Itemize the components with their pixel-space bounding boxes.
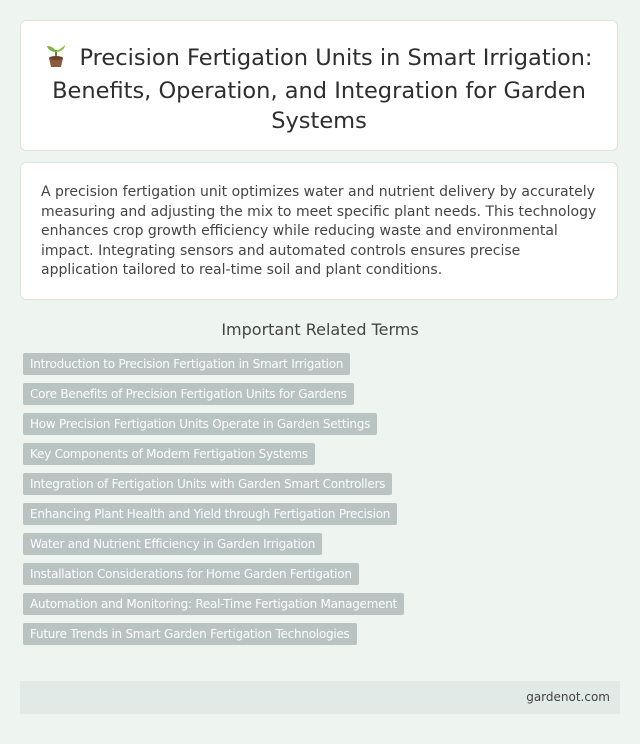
related-term-tag[interactable]: Introduction to Precision Fertigation in Smart Irrigation xyxy=(23,353,350,375)
related-terms-heading: Important Related Terms xyxy=(221,320,419,339)
related-term-tag[interactable]: How Precision Fertigation Units Operate in Garden Settings xyxy=(23,413,377,435)
summary-card xyxy=(20,162,618,300)
seedling-icon xyxy=(45,44,67,76)
title-card xyxy=(20,20,618,151)
related-term-tag[interactable]: Integration of Fertigation Units with Garden Smart Controllers xyxy=(23,473,392,495)
related-term-tag[interactable]: Key Components of Modern Fertigation Systems xyxy=(23,443,315,465)
footer-site-link[interactable]: gardenot.com xyxy=(526,690,610,704)
related-term-tag[interactable]: Future Trends in Smart Garden Fertigation Technologies xyxy=(23,623,357,645)
related-term-tag[interactable]: Automation and Monitoring: Real-Time Fertigation Management xyxy=(23,593,404,615)
page-title-text: Precision Fertigation Units in Smart Irrigation: Benefits, Operation, and Integration for Garden Systems xyxy=(52,45,593,134)
summary-text: A precision fertigation unit optimizes water and nutrient delivery by accurately measuring and adjusting the mix to meet specific plant needs. This technology enhances crop growth efficiency while reducing waste and environmental impact. Integrating sensors and automated controls ensures precise application tailored to real-time soil and plant conditions. xyxy=(41,184,597,279)
footer xyxy=(20,681,620,714)
related-term-tag[interactable]: Enhancing Plant Health and Yield through Fertigation Precision xyxy=(23,503,397,525)
related-term-tag[interactable]: Installation Considerations for Home Garden Fertigation xyxy=(23,563,359,585)
related-term-tag[interactable]: Water and Nutrient Efficiency in Garden Irrigation xyxy=(23,533,322,555)
page-title xyxy=(41,43,597,136)
related-term-tag[interactable]: Core Benefits of Precision Fertigation Units for Gardens xyxy=(23,383,354,405)
related-terms-list xyxy=(23,353,623,653)
